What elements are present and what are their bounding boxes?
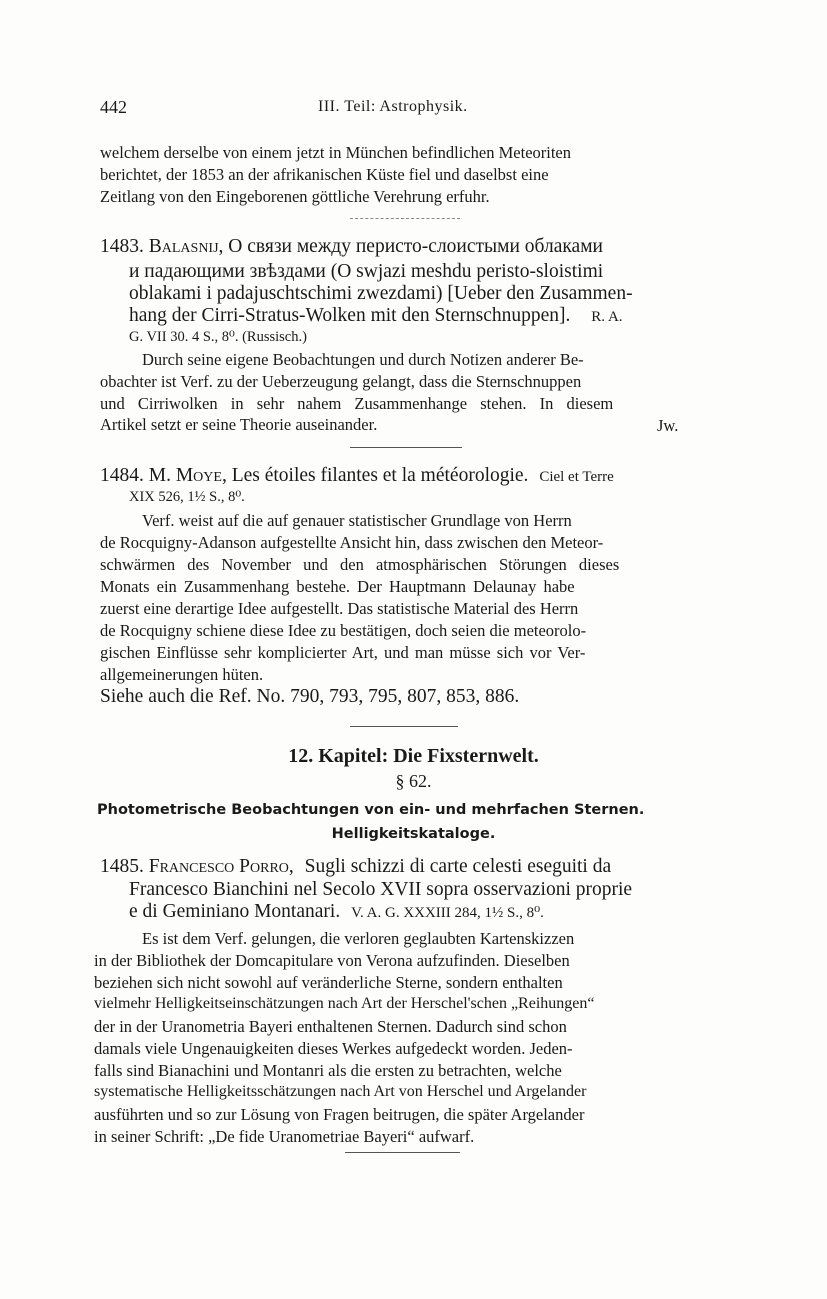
- entry-title-text: e di Geminiano Montanari.: [129, 901, 341, 922]
- separator-rule: [345, 1152, 460, 1153]
- entry-title-line: [129, 305, 623, 327]
- entry-source: Ciel et Terre: [539, 469, 614, 485]
- abstract-line: de Rocquigny schiene diese Idee zu bestätigen, doch seien die meteorolo-: [100, 621, 587, 640]
- abstract-line: damals viele Ungenauigkeiten dieses Werkes aufgedeckt worden. Jeden-: [94, 1039, 573, 1058]
- entry-number: 1484.: [100, 465, 144, 486]
- abstract-line: beziehen sich nicht sowohl auf veränderliche Sterne, sondern enthalten: [94, 973, 563, 992]
- abstract-line: Durch seine eigene Beobachtungen und durch Notizen anderer Be-: [142, 350, 584, 369]
- abstract-line: de Rocquigny-Adanson aufgestellte Ansicht hin, dass zwischen den Meteor-: [100, 533, 604, 552]
- abstract-line: Es ist dem Verf. gelungen, die verloren geglaubten Kartenskizzen: [142, 929, 575, 948]
- entry-source-line: XIX 526, 1½ S., 8⁰.: [129, 489, 245, 505]
- abstract-line: allgemeinerungen hüten.: [100, 665, 264, 684]
- section-number: § 62.: [395, 771, 432, 791]
- entry-title-line: [129, 901, 544, 923]
- abstract-line: obachter ist Verf. zu der Ueberzeugung gelangt, dass die Sternschnuppen: [100, 372, 582, 391]
- abstract-line: vielmehr Helligkeitseinschätzungen nach Art der Herschel'schen „Reihungen“: [94, 995, 595, 1012]
- entry-number: 1485.: [100, 856, 144, 877]
- running-title: III. Teil: Astrophysik.: [318, 98, 468, 115]
- entry-title: Sugli schizzi di carte celesti eseguiti da: [304, 856, 612, 877]
- abstract-line: ausführten und so zur Lösung von Fragen beitrugen, die später Argelander: [94, 1105, 585, 1124]
- entry-title-line: Francesco Bianchini nel Secolo XVII sopra osservazioni proprie: [129, 879, 633, 900]
- entry-title-line: oblakami i padajuschtschimi zwezdami) [Ueber den Zusammen-: [129, 283, 633, 304]
- chapter-title: 12. Kapitel: Die Fixsternwelt.: [288, 745, 539, 767]
- reviewer-signature: Jw.: [657, 416, 679, 435]
- intro-line: welchem derselbe von einem jetzt in München befindlichen Meteoriten: [100, 143, 571, 162]
- separator-rule: [350, 218, 460, 219]
- separator-rule: [350, 447, 462, 448]
- abstract-line: Monats ein Zusammenhang bestehe. Der Hauptmann Delaunay habe: [100, 577, 575, 596]
- entry-title-line: и падающими звѣздами (O swjazi meshdu peristo-sloistimi: [129, 261, 604, 282]
- abstract-line: falls sind Bianachini und Montanri als die ersten zu betrachten, welche: [94, 1061, 562, 1080]
- entry-source: V. A. G. XXXIII 284, 1½ S., 8⁰.: [351, 905, 544, 921]
- abstract-line: systematische Helligkeitsschätzungen nach Art von Herschel und Argelander: [94, 1083, 587, 1100]
- abstract-line: Verf. weist auf die auf genauer statistischer Grundlage von Herrn: [142, 511, 572, 530]
- abstract-line: zuerst eine derartige Idee aufgestellt. Das statistische Material des Herrn: [100, 599, 579, 618]
- abstract-line: Artikel setzt er seine Theorie auseinander.: [100, 415, 378, 434]
- abstract-line: schwärmen des November und den atmosphärischen Störungen dieses: [100, 555, 620, 574]
- entry-title: Les étoiles filantes et la météorologie.: [231, 465, 529, 486]
- entry-author: M. Moye,: [148, 465, 227, 486]
- entry-source: R. A.: [591, 309, 623, 325]
- entry-1484-heading: [100, 465, 614, 487]
- entry-author: Balasnij,: [148, 236, 224, 257]
- abstract-line: gischen Einflüsse sehr komplicierter Art, und man müsse sich vor Ver-: [100, 643, 586, 662]
- section-subtitle: Photometrische Beobachtungen von ein- und mehrfachen Sternen.: [97, 802, 645, 818]
- entry-title-text: hang der Cirri-Stratus-Wolken mit den Sternschnuppen].: [129, 305, 571, 326]
- intro-line: Zeitlang von den Eingeborenen göttliche Verehrung erfuhr.: [100, 187, 490, 206]
- abstract-line: in der Bibliothek der Domcapitulare von Verona aufzufinden. Dieselben: [94, 951, 570, 970]
- entry-title: О связи между перисто-слоистыми облаками: [228, 236, 603, 257]
- abstract-line: in seiner Schrift: „De fide Uranometriae Bayeri“ aufwarf.: [94, 1127, 475, 1146]
- section-subtitle-line2: Helligkeitskataloge.: [331, 826, 496, 842]
- abstract-line: und Cirriwolken in sehr nahem Zusammenhange stehen. In diesem: [100, 394, 614, 413]
- entry-author: Francesco Porro,: [148, 856, 294, 877]
- entry-1483-heading: [100, 236, 603, 258]
- see-also-line: Siehe auch die Ref. No. 790, 793, 795, 807, 853, 886.: [100, 686, 520, 707]
- entry-1485-heading: [100, 856, 611, 878]
- intro-line: berichtet, der 1853 an der afrikanischen Küste fiel und daselbst eine: [100, 165, 549, 184]
- separator-rule: [350, 726, 458, 727]
- entry-number: 1483.: [100, 236, 144, 257]
- abstract-line: der in der Uranometria Bayeri enthaltenen Sternen. Dadurch sind schon: [94, 1017, 567, 1036]
- entry-source-line: G. VII 30. 4 S., 8⁰. (Russisch.): [129, 329, 307, 345]
- page-number: 442: [100, 97, 127, 117]
